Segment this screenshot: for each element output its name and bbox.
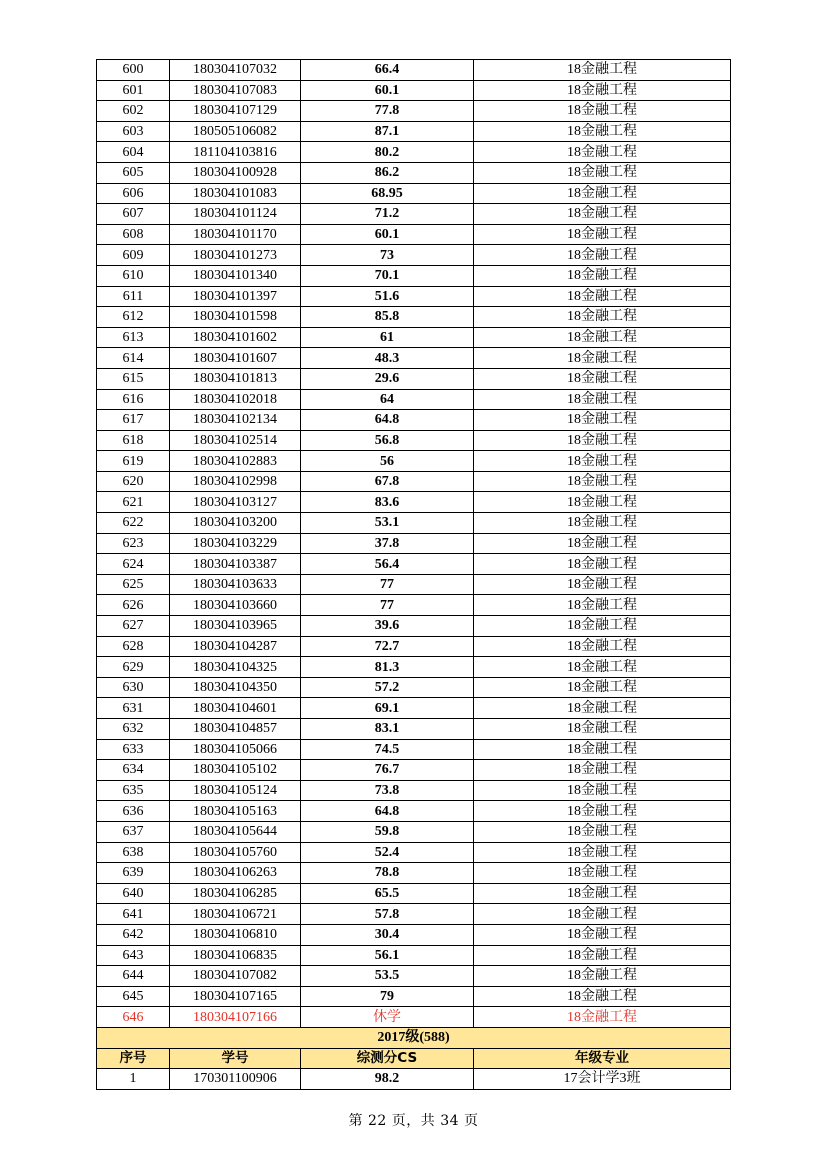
cell-major: 18金融工程 bbox=[474, 224, 731, 245]
table-row bbox=[97, 204, 731, 225]
cell-major: 18金融工程 bbox=[474, 760, 731, 781]
cell-major: 18金融工程 bbox=[474, 410, 731, 431]
cell-score: 76.7 bbox=[301, 760, 474, 781]
cell-score: 65.5 bbox=[301, 883, 474, 904]
table-row bbox=[97, 327, 731, 348]
table-row bbox=[97, 698, 731, 719]
cell-score: 98.2 bbox=[301, 1069, 474, 1090]
score-table-body bbox=[97, 60, 731, 1028]
cell-major: 18金融工程 bbox=[474, 142, 731, 163]
table-row bbox=[97, 162, 731, 183]
cell-major: 18金融工程 bbox=[474, 183, 731, 204]
cell-student-id: 180304103633 bbox=[170, 574, 301, 595]
cell-major: 18金融工程 bbox=[474, 286, 731, 307]
cell-score: 73 bbox=[301, 245, 474, 266]
cell-score: 59.8 bbox=[301, 821, 474, 842]
page-footer: 第 22 页，共 34 页 bbox=[348, 1113, 479, 1129]
cell-major: 18金融工程 bbox=[474, 698, 731, 719]
cell-no: 638 bbox=[97, 842, 170, 863]
cell-major: 18金融工程 bbox=[474, 677, 731, 698]
table-row bbox=[97, 574, 731, 595]
cell-student-id: 180304107082 bbox=[170, 966, 301, 987]
cell-no: 615 bbox=[97, 368, 170, 389]
cell-no: 601 bbox=[97, 80, 170, 101]
cell-student-id: 181104103816 bbox=[170, 142, 301, 163]
cell-no: 618 bbox=[97, 430, 170, 451]
cell-student-id: 180304105124 bbox=[170, 780, 301, 801]
cell-no: 607 bbox=[97, 204, 170, 225]
cell-no: 613 bbox=[97, 327, 170, 348]
table-row bbox=[97, 657, 731, 678]
cell-score: 80.2 bbox=[301, 142, 474, 163]
cell-student-id: 180304105102 bbox=[170, 760, 301, 781]
cell-student-id: 180304101273 bbox=[170, 245, 301, 266]
table-row bbox=[97, 821, 731, 842]
cell-no: 627 bbox=[97, 616, 170, 637]
cell-score: 73.8 bbox=[301, 780, 474, 801]
table-row bbox=[97, 348, 731, 369]
table-row bbox=[97, 904, 731, 925]
table-row bbox=[97, 142, 731, 163]
cell-student-id: 180304101124 bbox=[170, 204, 301, 225]
cell-no: 631 bbox=[97, 698, 170, 719]
header-major: 年级专业 bbox=[474, 1048, 731, 1069]
score-table bbox=[96, 59, 731, 1090]
section-title-row bbox=[97, 1027, 731, 1048]
cell-no: 608 bbox=[97, 224, 170, 245]
cell-score: 68.95 bbox=[301, 183, 474, 204]
cell-major: 18金融工程 bbox=[474, 780, 731, 801]
cell-major: 18金融工程 bbox=[474, 1007, 731, 1028]
cell-major: 18金融工程 bbox=[474, 554, 731, 575]
cell-no: 621 bbox=[97, 492, 170, 513]
table-row bbox=[97, 924, 731, 945]
cell-major: 18金融工程 bbox=[474, 616, 731, 637]
cell-score: 86.2 bbox=[301, 162, 474, 183]
cell-student-id: 180304103387 bbox=[170, 554, 301, 575]
cell-student-id: 180304104350 bbox=[170, 677, 301, 698]
table-row bbox=[97, 224, 731, 245]
cell-no: 641 bbox=[97, 904, 170, 925]
cell-score: 64 bbox=[301, 389, 474, 410]
cell-no: 606 bbox=[97, 183, 170, 204]
cell-major: 18金融工程 bbox=[474, 430, 731, 451]
cell-student-id: 180304101607 bbox=[170, 348, 301, 369]
cell-major: 18金融工程 bbox=[474, 657, 731, 678]
cell-score: 53.1 bbox=[301, 513, 474, 534]
table-row bbox=[97, 492, 731, 513]
cell-student-id: 180304106263 bbox=[170, 863, 301, 884]
cell-no: 624 bbox=[97, 554, 170, 575]
cell-student-id: 180304106835 bbox=[170, 945, 301, 966]
cell-score: 71.2 bbox=[301, 204, 474, 225]
cell-major: 18金融工程 bbox=[474, 307, 731, 328]
cell-no: 609 bbox=[97, 245, 170, 266]
cell-student-id: 180304101170 bbox=[170, 224, 301, 245]
cell-major: 18金融工程 bbox=[474, 739, 731, 760]
cell-major: 18金融工程 bbox=[474, 101, 731, 122]
cell-major: 18金融工程 bbox=[474, 327, 731, 348]
cell-score: 57.2 bbox=[301, 677, 474, 698]
cell-score: 休学 bbox=[301, 1007, 474, 1028]
cell-major: 18金融工程 bbox=[474, 595, 731, 616]
cell-score: 60.1 bbox=[301, 224, 474, 245]
cell-student-id: 170301100906 bbox=[170, 1069, 301, 1090]
cell-score: 69.1 bbox=[301, 698, 474, 719]
section-2017 bbox=[97, 1027, 731, 1068]
table-row bbox=[97, 121, 731, 142]
cell-major: 18金融工程 bbox=[474, 451, 731, 472]
cell-score: 48.3 bbox=[301, 348, 474, 369]
cell-major: 18金融工程 bbox=[474, 821, 731, 842]
cell-no: 620 bbox=[97, 471, 170, 492]
cell-major: 18金融工程 bbox=[474, 389, 731, 410]
table-row bbox=[97, 554, 731, 575]
table-row bbox=[97, 451, 731, 472]
table-row bbox=[97, 595, 731, 616]
table-row bbox=[97, 760, 731, 781]
cell-no: 622 bbox=[97, 513, 170, 534]
cell-major: 18金融工程 bbox=[474, 513, 731, 534]
cell-major: 18金融工程 bbox=[474, 204, 731, 225]
cell-score: 79 bbox=[301, 986, 474, 1007]
cell-no: 625 bbox=[97, 574, 170, 595]
section-header-row bbox=[97, 1048, 731, 1069]
cell-score: 74.5 bbox=[301, 739, 474, 760]
cell-student-id: 180304105163 bbox=[170, 801, 301, 822]
cell-score: 53.5 bbox=[301, 966, 474, 987]
table-row bbox=[97, 430, 731, 451]
table-row bbox=[97, 986, 731, 1007]
table-row bbox=[97, 307, 731, 328]
cell-no: 628 bbox=[97, 636, 170, 657]
cell-no: 614 bbox=[97, 348, 170, 369]
cell-score: 83.1 bbox=[301, 719, 474, 740]
cell-student-id: 180304101397 bbox=[170, 286, 301, 307]
cell-no: 639 bbox=[97, 863, 170, 884]
cell-student-id: 180304105644 bbox=[170, 821, 301, 842]
cell-student-id: 180304101813 bbox=[170, 368, 301, 389]
cell-major: 18金融工程 bbox=[474, 924, 731, 945]
table-row bbox=[97, 719, 731, 740]
cell-score: 61 bbox=[301, 327, 474, 348]
cell-student-id: 180304106810 bbox=[170, 924, 301, 945]
cell-no: 623 bbox=[97, 533, 170, 554]
cell-student-id: 180304103229 bbox=[170, 533, 301, 554]
table-row bbox=[97, 410, 731, 431]
cell-student-id: 180304101083 bbox=[170, 183, 301, 204]
table-row bbox=[97, 739, 731, 760]
cell-student-id: 180304105760 bbox=[170, 842, 301, 863]
cell-no: 629 bbox=[97, 657, 170, 678]
cell-major: 18金融工程 bbox=[474, 265, 731, 286]
cell-student-id: 180304107166 bbox=[170, 1007, 301, 1028]
cell-no: 612 bbox=[97, 307, 170, 328]
cell-score: 77.8 bbox=[301, 101, 474, 122]
cell-major: 18金融工程 bbox=[474, 533, 731, 554]
cell-major: 18金融工程 bbox=[474, 60, 731, 81]
cell-student-id: 180304102134 bbox=[170, 410, 301, 431]
cell-student-id: 180304103127 bbox=[170, 492, 301, 513]
table-row bbox=[97, 286, 731, 307]
cell-score: 70.1 bbox=[301, 265, 474, 286]
cell-major: 18金融工程 bbox=[474, 883, 731, 904]
cell-major: 18金融工程 bbox=[474, 492, 731, 513]
cell-student-id: 180304101340 bbox=[170, 265, 301, 286]
cell-score: 64.8 bbox=[301, 801, 474, 822]
table-row bbox=[97, 945, 731, 966]
table-row bbox=[97, 265, 731, 286]
cell-student-id: 180304101602 bbox=[170, 327, 301, 348]
cell-no: 617 bbox=[97, 410, 170, 431]
cell-major: 18金融工程 bbox=[474, 471, 731, 492]
table-row bbox=[97, 616, 731, 637]
cell-student-id: 180304103200 bbox=[170, 513, 301, 534]
table-row bbox=[97, 101, 731, 122]
cell-major: 18金融工程 bbox=[474, 801, 731, 822]
cell-no: 646 bbox=[97, 1007, 170, 1028]
cell-no: 603 bbox=[97, 121, 170, 142]
cell-major: 18金融工程 bbox=[474, 842, 731, 863]
cell-student-id: 180304104601 bbox=[170, 698, 301, 719]
cell-no: 619 bbox=[97, 451, 170, 472]
cell-score: 56.8 bbox=[301, 430, 474, 451]
table-row bbox=[97, 533, 731, 554]
table-row bbox=[97, 636, 731, 657]
header-no: 序号 bbox=[97, 1048, 170, 1069]
cell-score: 57.8 bbox=[301, 904, 474, 925]
header-score: 综测分CS bbox=[301, 1048, 474, 1069]
cell-score: 87.1 bbox=[301, 121, 474, 142]
cell-major: 18金融工程 bbox=[474, 574, 731, 595]
cell-student-id: 180304104857 bbox=[170, 719, 301, 740]
table-row bbox=[97, 966, 731, 987]
cell-no: 637 bbox=[97, 821, 170, 842]
cell-score: 78.8 bbox=[301, 863, 474, 884]
cell-score: 77 bbox=[301, 574, 474, 595]
cell-student-id: 180304102514 bbox=[170, 430, 301, 451]
cell-score: 56.4 bbox=[301, 554, 474, 575]
cell-major: 18金融工程 bbox=[474, 719, 731, 740]
cell-no: 605 bbox=[97, 162, 170, 183]
cell-no: 644 bbox=[97, 966, 170, 987]
cell-score: 67.8 bbox=[301, 471, 474, 492]
table-row bbox=[97, 842, 731, 863]
cell-student-id: 180304103660 bbox=[170, 595, 301, 616]
table-row bbox=[97, 389, 731, 410]
cell-score: 72.7 bbox=[301, 636, 474, 657]
cell-major: 18金融工程 bbox=[474, 986, 731, 1007]
cell-no: 645 bbox=[97, 986, 170, 1007]
cell-major: 18金融工程 bbox=[474, 348, 731, 369]
header-id: 学号 bbox=[170, 1048, 301, 1069]
cell-no: 632 bbox=[97, 719, 170, 740]
cell-no: 643 bbox=[97, 945, 170, 966]
cell-student-id: 180304105066 bbox=[170, 739, 301, 760]
cell-student-id: 180304102018 bbox=[170, 389, 301, 410]
table-row bbox=[97, 1007, 731, 1028]
table-row bbox=[97, 245, 731, 266]
cell-score: 83.6 bbox=[301, 492, 474, 513]
cell-score: 30.4 bbox=[301, 924, 474, 945]
table-row bbox=[97, 677, 731, 698]
table-row bbox=[97, 801, 731, 822]
cell-no: 633 bbox=[97, 739, 170, 760]
table-row bbox=[97, 780, 731, 801]
cell-student-id: 180304106721 bbox=[170, 904, 301, 925]
table-row bbox=[97, 183, 731, 204]
table-row bbox=[97, 471, 731, 492]
cell-score: 56 bbox=[301, 451, 474, 472]
cell-score: 81.3 bbox=[301, 657, 474, 678]
cell-major: 18金融工程 bbox=[474, 945, 731, 966]
cell-no: 610 bbox=[97, 265, 170, 286]
section-title: 2017级(588) bbox=[97, 1027, 731, 1048]
cell-student-id: 180304103965 bbox=[170, 616, 301, 637]
cell-no: 1 bbox=[97, 1069, 170, 1090]
cell-score: 85.8 bbox=[301, 307, 474, 328]
cell-student-id: 180304102998 bbox=[170, 471, 301, 492]
cell-score: 37.8 bbox=[301, 533, 474, 554]
cell-score: 60.1 bbox=[301, 80, 474, 101]
cell-major: 17会计学3班 bbox=[474, 1069, 731, 1090]
cell-score: 56.1 bbox=[301, 945, 474, 966]
table-row bbox=[97, 883, 731, 904]
cell-score: 51.6 bbox=[301, 286, 474, 307]
cell-student-id: 180304100928 bbox=[170, 162, 301, 183]
cell-major: 18金融工程 bbox=[474, 636, 731, 657]
cell-major: 18金融工程 bbox=[474, 966, 731, 987]
cell-student-id: 180304107129 bbox=[170, 101, 301, 122]
cell-no: 626 bbox=[97, 595, 170, 616]
table-row bbox=[97, 513, 731, 534]
cell-no: 616 bbox=[97, 389, 170, 410]
cell-major: 18金融工程 bbox=[474, 245, 731, 266]
cell-no: 636 bbox=[97, 801, 170, 822]
section-2017-body bbox=[97, 1069, 731, 1090]
cell-major: 18金融工程 bbox=[474, 121, 731, 142]
cell-no: 630 bbox=[97, 677, 170, 698]
cell-no: 640 bbox=[97, 883, 170, 904]
cell-no: 635 bbox=[97, 780, 170, 801]
cell-score: 66.4 bbox=[301, 60, 474, 81]
cell-major: 18金融工程 bbox=[474, 162, 731, 183]
cell-score: 39.6 bbox=[301, 616, 474, 637]
cell-student-id: 180304104287 bbox=[170, 636, 301, 657]
cell-major: 18金融工程 bbox=[474, 863, 731, 884]
cell-no: 602 bbox=[97, 101, 170, 122]
cell-student-id: 180304106285 bbox=[170, 883, 301, 904]
cell-score: 64.8 bbox=[301, 410, 474, 431]
table-row bbox=[97, 863, 731, 884]
cell-major: 18金融工程 bbox=[474, 904, 731, 925]
cell-score: 29.6 bbox=[301, 368, 474, 389]
cell-no: 604 bbox=[97, 142, 170, 163]
cell-student-id: 180304101598 bbox=[170, 307, 301, 328]
table-row bbox=[97, 80, 731, 101]
cell-student-id: 180304107083 bbox=[170, 80, 301, 101]
cell-no: 642 bbox=[97, 924, 170, 945]
table-row bbox=[97, 60, 731, 81]
cell-student-id: 180304107165 bbox=[170, 986, 301, 1007]
cell-no: 600 bbox=[97, 60, 170, 81]
cell-student-id: 180505106082 bbox=[170, 121, 301, 142]
cell-no: 611 bbox=[97, 286, 170, 307]
cell-major: 18金融工程 bbox=[474, 80, 731, 101]
cell-student-id: 180304107032 bbox=[170, 60, 301, 81]
cell-student-id: 180304104325 bbox=[170, 657, 301, 678]
cell-no: 634 bbox=[97, 760, 170, 781]
cell-score: 77 bbox=[301, 595, 474, 616]
table-row bbox=[97, 1069, 731, 1090]
table-row bbox=[97, 368, 731, 389]
cell-score: 52.4 bbox=[301, 842, 474, 863]
cell-student-id: 180304102883 bbox=[170, 451, 301, 472]
cell-major: 18金融工程 bbox=[474, 368, 731, 389]
